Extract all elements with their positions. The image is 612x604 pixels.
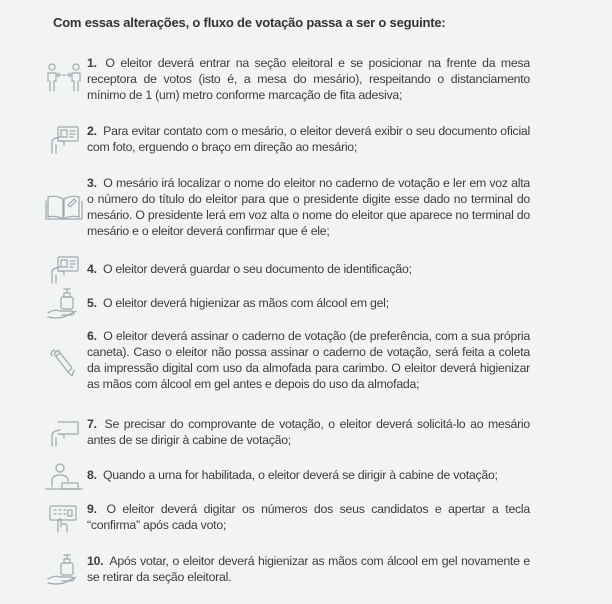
step-text: [87, 261, 530, 277]
hand-id-card-icon: [44, 255, 84, 285]
step-number: 8.: [87, 468, 97, 482]
step-description: O eleitor deverá assinar o caderno de votação (de preferência, com a sua própria caneta). Caso o eleitor não possa assinar o caderno de votação, será feita a coleta da impressão digital com uso da almofada para carimbo. O eleitor deverá higienizar as mãos com álcool em gel antes e depois do uso da almofada;: [87, 329, 530, 391]
step-number: 4.: [87, 262, 97, 276]
pen-signature-icon: [44, 346, 84, 378]
hand-keypad-icon: [44, 504, 84, 534]
step-text: [87, 123, 530, 155]
voter-booth-icon: [44, 461, 84, 491]
page-heading: Com essas alterações, o fluxo de votação passa a ser o seguinte:: [53, 15, 446, 30]
step-description: O eleitor deverá entrar na seção eleitoral e se posicionar na frente da mesa receptora de votos (isto é, a mesa do mesário), respeitando o distanciamento mínimo de 1 (um) metro conforme marcação de fita adesiva;: [87, 56, 530, 102]
step-text: [87, 467, 530, 483]
hand-id-card-icon: [44, 125, 84, 155]
distancing-people-icon: [44, 61, 84, 93]
step-description: O mesário irá localizar o nome do eleitor no caderno de votação e ler em voz alta o número do título do eleitor para que o presidente digite esse dado no terminal do mesário. O presidente lerá em voz alta o nome do eleitor que aparece no terminal do mesário e o eleitor deverá confirmar que é ele;: [87, 176, 531, 238]
step-text: [87, 553, 530, 585]
step-number: 5.: [87, 296, 97, 310]
step-text: [87, 55, 530, 103]
step-description: O eleitor deverá higienizar as mãos com álcool em gel;: [102, 296, 389, 310]
step-text: [87, 501, 530, 533]
step-description: O eleitor deverá guardar o seu documento de identificação;: [102, 262, 412, 276]
step-number: 1.: [87, 56, 97, 70]
hand-receipt-icon: [44, 418, 84, 448]
step-number: 10.: [87, 554, 104, 568]
step-text: [87, 416, 530, 448]
step-text: [87, 175, 530, 239]
step-description: Para evitar contato com o mesário, o eleitor deverá exibir o seu documento oficial com foto, erguendo o braço em direção ao mesário;: [87, 124, 530, 154]
step-description: Quando a urna for habilitada, o eleitor deverá se dirigir à cabine de votação;: [102, 468, 498, 482]
step-text: [87, 295, 530, 311]
hand-sanitizer-icon: [44, 553, 84, 585]
step-description: Se precisar do comprovante de votação, o eleitor deverá solicitá-lo ao mesário antes de se dirigir à cabine de votação;: [87, 417, 530, 447]
step-number: 9.: [87, 502, 97, 516]
step-number: 3.: [87, 176, 97, 190]
hand-sanitizer-icon: [44, 287, 84, 319]
step-description: O eleitor deverá digitar os números dos seus candidatos e apertar a tecla “confirma” após cada voto;: [87, 502, 531, 532]
step-text: [87, 328, 530, 392]
step-number: 6.: [87, 329, 97, 343]
open-book-icon: [44, 193, 84, 221]
step-number: 2.: [87, 124, 97, 138]
step-number: 7.: [87, 417, 97, 431]
step-description: Após votar, o eleitor deverá higienizar as mãos com álcool em gel novamente e se retirar da seção eleitoral.: [87, 554, 530, 584]
